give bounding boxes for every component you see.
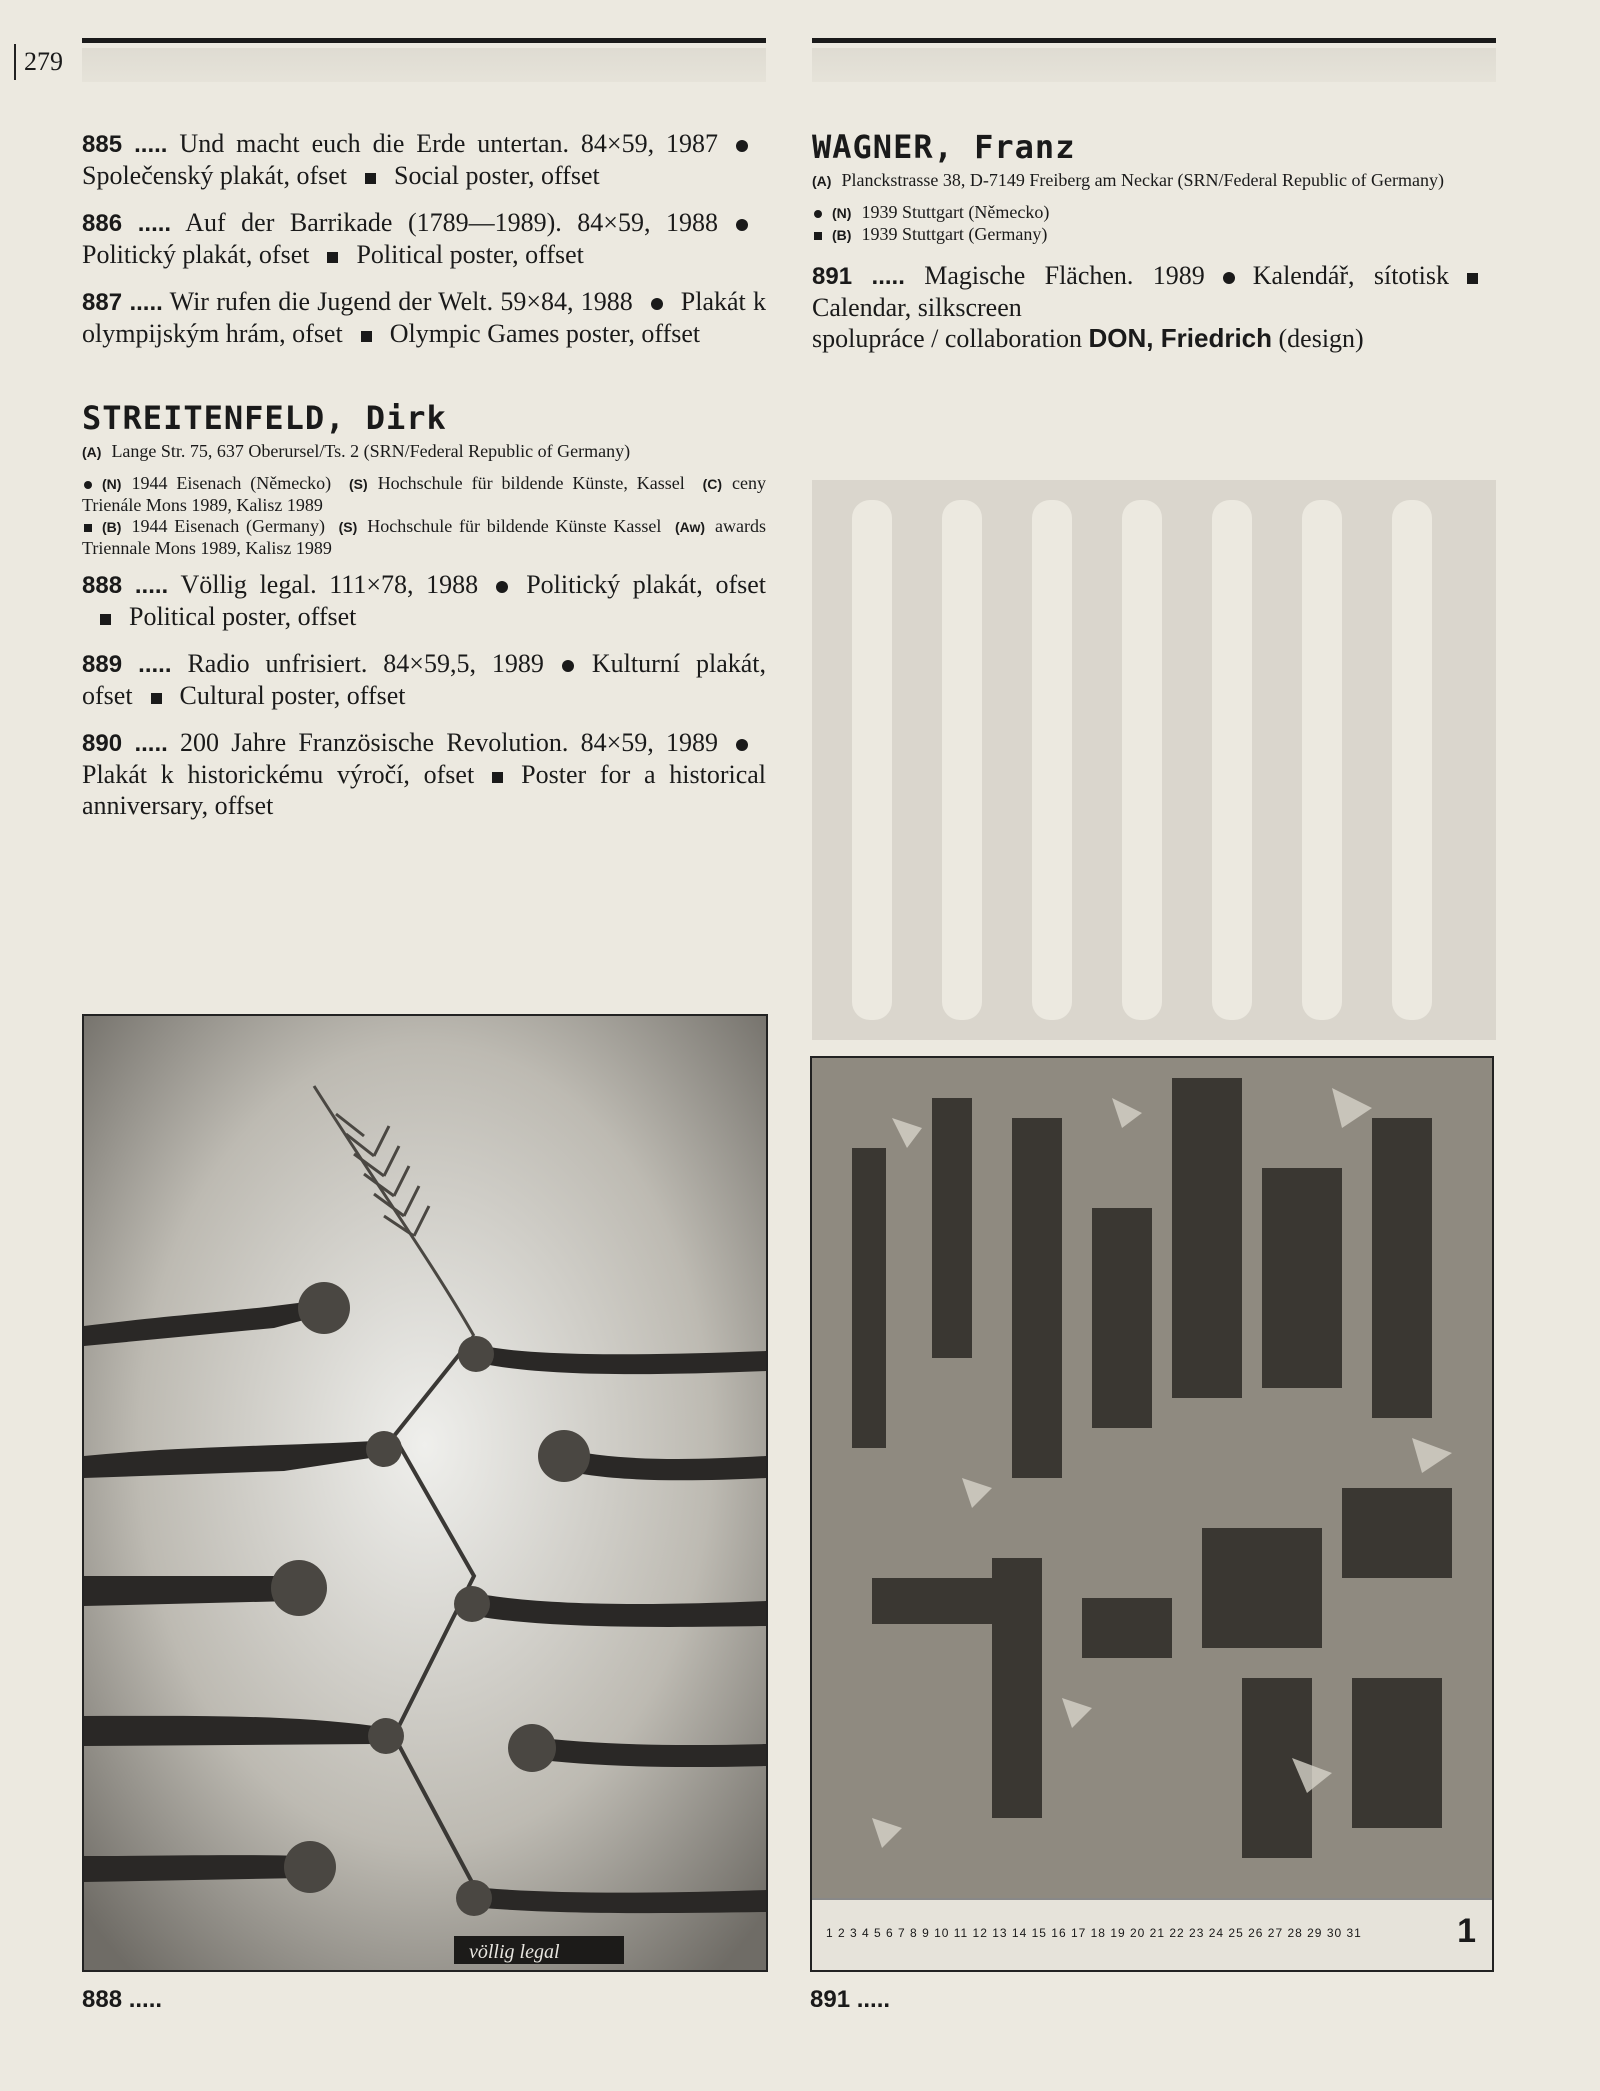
czech-bullet-icon (736, 219, 748, 231)
calendar-month-number: 1 (1457, 1912, 1476, 1950)
bio-czech: (N) 1944 Eisenach (Německo) (S) Hochschule für bildende Künste, Kassel (C) ceny Trienále Mons 1989, Kalisz 1989 (82, 473, 766, 515)
right-column (812, 128, 1496, 370)
bleed-through-band-left (82, 48, 766, 82)
calendar-artwork (812, 1058, 1492, 1900)
english-square-icon (84, 524, 92, 532)
english-square-icon (814, 232, 822, 240)
bio-czech: (N) 1939 Stuttgart (Německo) (812, 202, 1496, 224)
poster-artwork (84, 1016, 766, 1970)
bio-english: (B) 1939 Stuttgart (Germany) (812, 224, 1496, 246)
english-square-icon (361, 331, 372, 342)
poster-slogan: völlig legal (469, 1941, 560, 1963)
english-square-icon (492, 772, 503, 783)
catalog-entry-889: 889 ..... Radio unfrisiert. 84×59,5, 1989 Kulturní plakát, ofset Cultural poster, offset (82, 649, 766, 710)
left-column (82, 128, 766, 837)
english-square-icon (100, 614, 111, 625)
english-square-icon (1467, 273, 1478, 284)
artist-bio (812, 202, 1496, 246)
english-square-icon (151, 693, 162, 704)
catalog-entry-888: 888 ..... Völlig legal. 111×78, 1988 Politický plakát, ofsetPolitical poster, offset (82, 570, 766, 631)
calendar-date-strip (812, 1898, 1492, 1970)
calendar-days: 1 2 3 4 5 6 7 8 9 10 11 12 13 14 15 16 17 18 19 20 21 22 23 24 25 26 27 28 29 30 31 (826, 1926, 1362, 1940)
bleed-through-artwork (812, 480, 1496, 1040)
czech-bullet-icon (496, 581, 508, 593)
catalog-entry-890: 890 ..... 200 Jahre Französische Revolution. 84×59, 1989Plakát k historickému výročí, ofset Poster for a historical anniversary, offset (82, 728, 767, 820)
czech-bullet-icon (736, 140, 748, 152)
bio-english: (B) 1944 Eisenach (Germany) (S) Hochschule für bildende Künste Kassel (Aw) awards Triennale Mons 1989, Kalisz 1989 (82, 516, 766, 558)
czech-bullet-icon (651, 298, 663, 310)
english-square-icon (327, 252, 338, 263)
bleed-through-band-right (812, 48, 1496, 82)
czech-bullet-icon (736, 739, 748, 751)
image-caption-891: 891 ..... (810, 1986, 891, 2013)
page-number: 279 (14, 44, 63, 80)
artist-bio (82, 473, 766, 559)
catalog-entry-885: 885 ..... Und macht euch die Erde untertan. 84×59, 1987Společenský plakát, ofset Social poster, offset (82, 128, 766, 191)
czech-bullet-icon (1223, 272, 1235, 284)
catalog-entry-891: 891 ..... Magische Flächen. 1989 Kalendář, sítotiskCalendar, silkscreen spolupráce / collaboration DON, Friedrich (design) (812, 260, 1496, 354)
header-rule-right (812, 38, 1496, 43)
catalog-entry-886: 886 ..... Auf der Barrikade (1789—1989). 84×59, 1988Politický plakát, ofset Political poster, offset (82, 207, 766, 270)
artist-name-streitenfeld: STREITENFELD, Dirk (82, 399, 447, 437)
artist-address: (A) Lange Str. 75, 637 Oberursel/Ts. 2 (SRN/Federal Republic of Germany) (82, 441, 631, 461)
header-rule-left (82, 38, 766, 43)
poster-image-888 (82, 1014, 768, 1972)
czech-bullet-icon (814, 210, 822, 218)
image-caption-888: 888 ..... (82, 1986, 163, 2013)
catalog-entry-887: 887 ..... Wir rufen die Jugend der Welt. 59×84, 1988 Plakát k olympijským hrám, ofset Olympic Games poster, offset (82, 287, 766, 348)
artist-name-wagner: WAGNER, Franz (812, 128, 1076, 166)
calendar-image-891 (810, 1056, 1494, 1972)
czech-bullet-icon (562, 660, 574, 672)
czech-bullet-icon (84, 481, 92, 489)
artist-address: (A) Planckstrasse 38, D-7149 Freiberg am Neckar (SRN/Federal Republic of Germany) (812, 170, 1444, 190)
english-square-icon (365, 173, 376, 184)
